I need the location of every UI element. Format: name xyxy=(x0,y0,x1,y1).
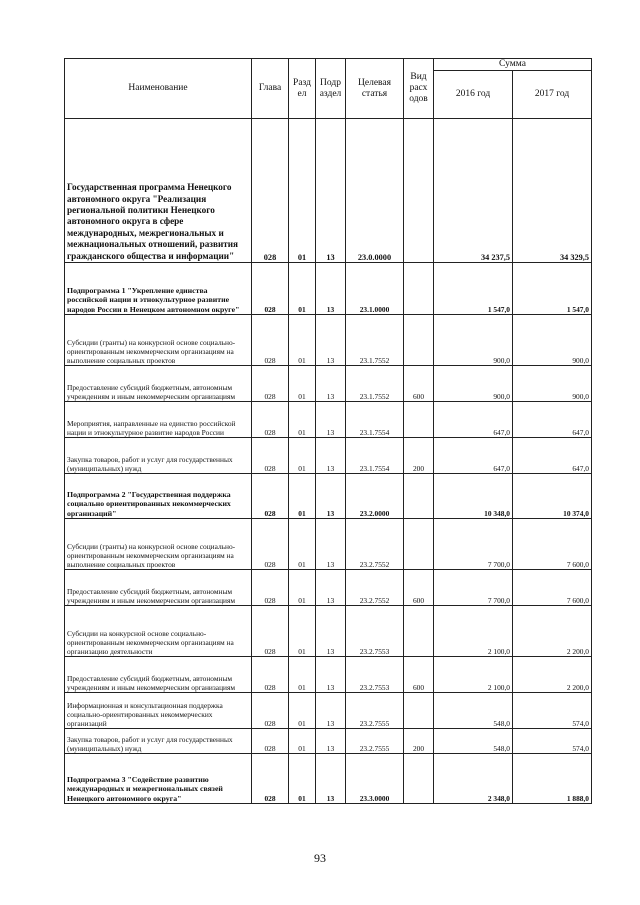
row-section: 01 xyxy=(289,729,316,754)
row-expense-type xyxy=(404,754,434,804)
row-subsection: 13 xyxy=(316,657,346,693)
row-chapter: 028 xyxy=(252,402,289,438)
row-chapter: 028 xyxy=(252,657,289,693)
row-expense-type xyxy=(404,519,434,570)
row-section: 01 xyxy=(289,519,316,570)
row-section: 01 xyxy=(289,570,316,606)
row-subsection: 13 xyxy=(316,119,346,263)
row-sum-2017: 647,0 xyxy=(513,438,592,474)
row-article: 23.2.7553 xyxy=(346,657,404,693)
row-expense-type xyxy=(404,315,434,366)
row-sum-2016: 2 348,0 xyxy=(434,754,513,804)
row-subsection: 13 xyxy=(316,693,346,729)
table-row xyxy=(65,366,592,402)
row-sum-2017: 2 200,0 xyxy=(513,606,592,657)
row-name: Предоставление субсидий бюджетным, автономным учреждениям и иным некоммерческим организациям xyxy=(65,366,252,402)
row-chapter: 028 xyxy=(252,519,289,570)
row-expense-type xyxy=(404,606,434,657)
row-sum-2017: 1 547,0 xyxy=(513,263,592,315)
row-section: 01 xyxy=(289,366,316,402)
row-subsection: 13 xyxy=(316,474,346,519)
row-article: 23.1.7552 xyxy=(346,315,404,366)
row-article: 23.2.7555 xyxy=(346,729,404,754)
row-section: 01 xyxy=(289,402,316,438)
table-row xyxy=(65,519,592,570)
row-expense-type xyxy=(404,263,434,315)
row-name: Мероприятия, направленные на единство российской нации и этнокультурное развитие народов России xyxy=(65,402,252,438)
row-article: 23.1.7554 xyxy=(346,402,404,438)
row-sum-2016: 2 100,0 xyxy=(434,606,513,657)
row-name: Предоставление субсидий бюджетным, автономным учреждениям и иным некоммерческим организациям xyxy=(65,570,252,606)
table-row xyxy=(65,474,592,519)
row-sum-2016: 34 237,5 xyxy=(434,119,513,263)
row-subsection: 13 xyxy=(316,402,346,438)
table-row xyxy=(65,119,592,263)
table-row xyxy=(65,693,592,729)
col-2017-header: 2017 год xyxy=(513,71,592,119)
row-article: 23.2.7552 xyxy=(346,570,404,606)
row-sum-2016: 647,0 xyxy=(434,438,513,474)
row-subsection: 13 xyxy=(316,366,346,402)
row-sum-2016: 548,0 xyxy=(434,729,513,754)
row-chapter: 028 xyxy=(252,438,289,474)
row-subsection: 13 xyxy=(316,519,346,570)
row-section: 01 xyxy=(289,119,316,263)
table-row xyxy=(65,657,592,693)
row-sum-2017: 1 888,0 xyxy=(513,754,592,804)
row-chapter: 028 xyxy=(252,366,289,402)
row-article: 23.1.0000 xyxy=(346,263,404,315)
row-expense-type: 600 xyxy=(404,366,434,402)
row-expense-type xyxy=(404,119,434,263)
row-chapter: 028 xyxy=(252,315,289,366)
row-sum-2017: 574,0 xyxy=(513,693,592,729)
row-article: 23.2.7553 xyxy=(346,606,404,657)
row-chapter: 028 xyxy=(252,754,289,804)
row-name: Предоставление субсидий бюджетным, автономным учреждениям и иным некоммерческим организациям xyxy=(65,657,252,693)
row-sum-2017: 7 600,0 xyxy=(513,519,592,570)
row-sum-2016: 1 547,0 xyxy=(434,263,513,315)
row-sum-2016: 7 700,0 xyxy=(434,570,513,606)
table-row xyxy=(65,438,592,474)
row-subsection: 13 xyxy=(316,263,346,315)
row-name: Субсидии (гранты) на конкурсной основе социально-ориентированным некоммерческим организациям на выполнение социальных проектов xyxy=(65,519,252,570)
row-chapter: 028 xyxy=(252,474,289,519)
col-2016-header: 2016 год xyxy=(434,71,513,119)
budget-table xyxy=(64,58,592,804)
col-article-header: Целевая статья xyxy=(346,59,404,119)
row-section: 01 xyxy=(289,263,316,315)
row-sum-2017: 900,0 xyxy=(513,366,592,402)
row-section: 01 xyxy=(289,754,316,804)
row-subsection: 13 xyxy=(316,754,346,804)
row-sum-2016: 2 100,0 xyxy=(434,657,513,693)
table-row xyxy=(65,402,592,438)
row-sum-2017: 574,0 xyxy=(513,729,592,754)
row-chapter: 028 xyxy=(252,729,289,754)
row-expense-type xyxy=(404,402,434,438)
col-section-header: Разд ел xyxy=(289,59,316,119)
row-article: 23.1.7552 xyxy=(346,366,404,402)
row-article: 23.2.7555 xyxy=(346,693,404,729)
row-sum-2016: 10 348,0 xyxy=(434,474,513,519)
row-article: 23.1.7554 xyxy=(346,438,404,474)
row-sum-2017: 7 600,0 xyxy=(513,570,592,606)
row-article: 23.3.0000 xyxy=(346,754,404,804)
row-section: 01 xyxy=(289,693,316,729)
row-article: 23.2.0000 xyxy=(346,474,404,519)
row-name: Субсидии (гранты) на конкурсной основе социально-ориентированным некоммерческим организациям на выполнение социальных проектов xyxy=(65,315,252,366)
row-section: 01 xyxy=(289,474,316,519)
table-row xyxy=(65,606,592,657)
table-row xyxy=(65,754,592,804)
row-expense-type: 200 xyxy=(404,438,434,474)
row-name: Субсидии на конкурсной основе социально-ориентированным некоммерческим организациям на организацию деятельности xyxy=(65,606,252,657)
row-expense-type xyxy=(404,693,434,729)
row-sum-2016: 900,0 xyxy=(434,366,513,402)
row-article: 23.2.7552 xyxy=(346,519,404,570)
col-name-header: Наименование xyxy=(65,59,252,119)
row-sum-2016: 7 700,0 xyxy=(434,519,513,570)
table-row xyxy=(65,315,592,366)
row-subsection: 13 xyxy=(316,606,346,657)
row-expense-type xyxy=(404,474,434,519)
row-sum-2017: 10 374,0 xyxy=(513,474,592,519)
row-section: 01 xyxy=(289,606,316,657)
row-sum-2017: 900,0 xyxy=(513,315,592,366)
row-sum-2016: 647,0 xyxy=(434,402,513,438)
row-subsection: 13 xyxy=(316,315,346,366)
row-name: Подпрограмма 3 "Содействие развитию международных и межрегиональных связей Ненецкого автономного округа" xyxy=(65,754,252,804)
row-chapter: 028 xyxy=(252,693,289,729)
row-section: 01 xyxy=(289,657,316,693)
row-subsection: 13 xyxy=(316,729,346,754)
row-article: 23.0.0000 xyxy=(346,119,404,263)
row-section: 01 xyxy=(289,315,316,366)
page-number: 93 xyxy=(314,851,326,865)
row-expense-type: 600 xyxy=(404,657,434,693)
row-chapter: 028 xyxy=(252,263,289,315)
row-name: Закупка товаров, работ и услуг для государственных (муниципальных) нужд xyxy=(65,438,252,474)
table-row xyxy=(65,570,592,606)
row-subsection: 13 xyxy=(316,438,346,474)
row-section: 01 xyxy=(289,438,316,474)
row-sum-2016: 900,0 xyxy=(434,315,513,366)
row-name: Подпрограмма 1 "Укрепление единства российской нации и этнокультурное развитие народов России в Ненецком автономном округе" xyxy=(65,263,252,315)
row-sum-2017: 34 329,5 xyxy=(513,119,592,263)
row-name: Информационная и консультационная поддержка социально-ориентированных некоммерческих организаций xyxy=(65,693,252,729)
row-name: Государственная программа Ненецкого автономного округа "Реализация региональной политики Ненецкого автономного округа в сфере международных, межрегиональных и межнациональных отношений, развития гражданского общества и информации" xyxy=(65,119,252,263)
col-chapter-header: Глава xyxy=(252,59,289,119)
row-sum-2017: 2 200,0 xyxy=(513,657,592,693)
col-sum-header: Сумма xyxy=(434,59,592,71)
row-sum-2017: 647,0 xyxy=(513,402,592,438)
col-subsection-header: Подр аздел xyxy=(316,59,346,119)
row-chapter: 028 xyxy=(252,570,289,606)
table-row xyxy=(65,263,592,315)
col-type-header: Вид расх одов xyxy=(404,59,434,119)
row-expense-type: 600 xyxy=(404,570,434,606)
row-name: Подпрограмма 2 "Государственная поддержка социально ориентированных некоммерческих организаций" xyxy=(65,474,252,519)
row-expense-type: 200 xyxy=(404,729,434,754)
row-subsection: 13 xyxy=(316,570,346,606)
row-name: Закупка товаров, работ и услуг для государственных (муниципальных) нужд xyxy=(65,729,252,754)
table-row xyxy=(65,729,592,754)
row-sum-2016: 548,0 xyxy=(434,693,513,729)
row-chapter: 028 xyxy=(252,606,289,657)
row-chapter: 028 xyxy=(252,119,289,263)
